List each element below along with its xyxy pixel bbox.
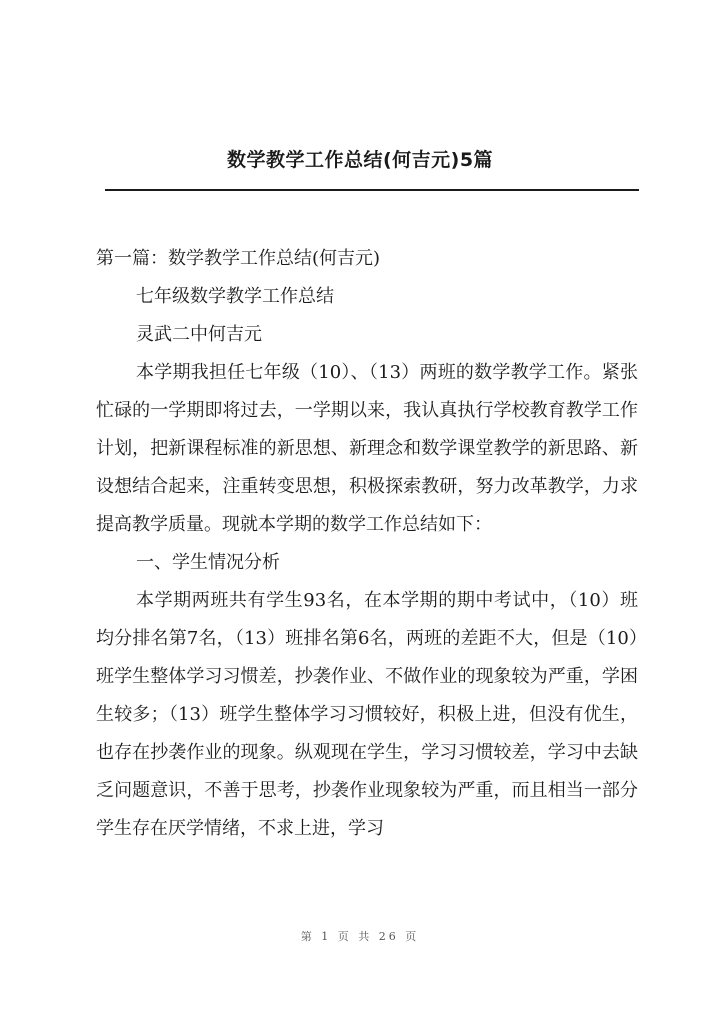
subsection-heading: 一、学生情况分析 bbox=[136, 552, 280, 573]
subtitle: 七年级数学教学工作总结 bbox=[136, 286, 334, 307]
section-heading: 第一篇：数学教学工作总结(何吉元) bbox=[96, 248, 381, 269]
document-body bbox=[96, 240, 638, 848]
page-number-footer: 第 1 页 共 26 页 bbox=[300, 930, 420, 943]
author-line: 灵武二中何吉元 bbox=[136, 324, 262, 345]
body-paragraph: 本学期两班共有学生93名，在本学期的期中考试中，（10）班均分排名第7名，（13）班排名第6名，两班的差距不大，但是（10）班学生整体学习习惯差，抄袭作业、不做作业的现象较为严重，学困生较多；（13）班学生整体学习习惯较好，积极上进，但没有优生，也存在抄袭作业的现象。纵观现在学生，学习习惯较差，学习中去缺乏问题意识，不善于思考，抄袭作业现象较为严重，而且相当一部分学生存在厌学情绪，不求上进，学习 bbox=[96, 590, 638, 839]
title-divider bbox=[105, 189, 639, 191]
document-title: 数学教学工作总结(何吉元)5篇 bbox=[226, 149, 494, 171]
body-paragraph: 本学期我担任七年级（10）、（13）两班的数学教学工作。紧张忙碌的一学期即将过去，一学期以来，我认真执行学校教育教学工作计划，把新课程标准的新思想、新理念和数学课堂教学的新思路、新设想结合起来，注重转变思想，积极探索教研，努力改革教学，力求提高教学质量。现就本学期的数学工作总结如下： bbox=[96, 362, 638, 535]
